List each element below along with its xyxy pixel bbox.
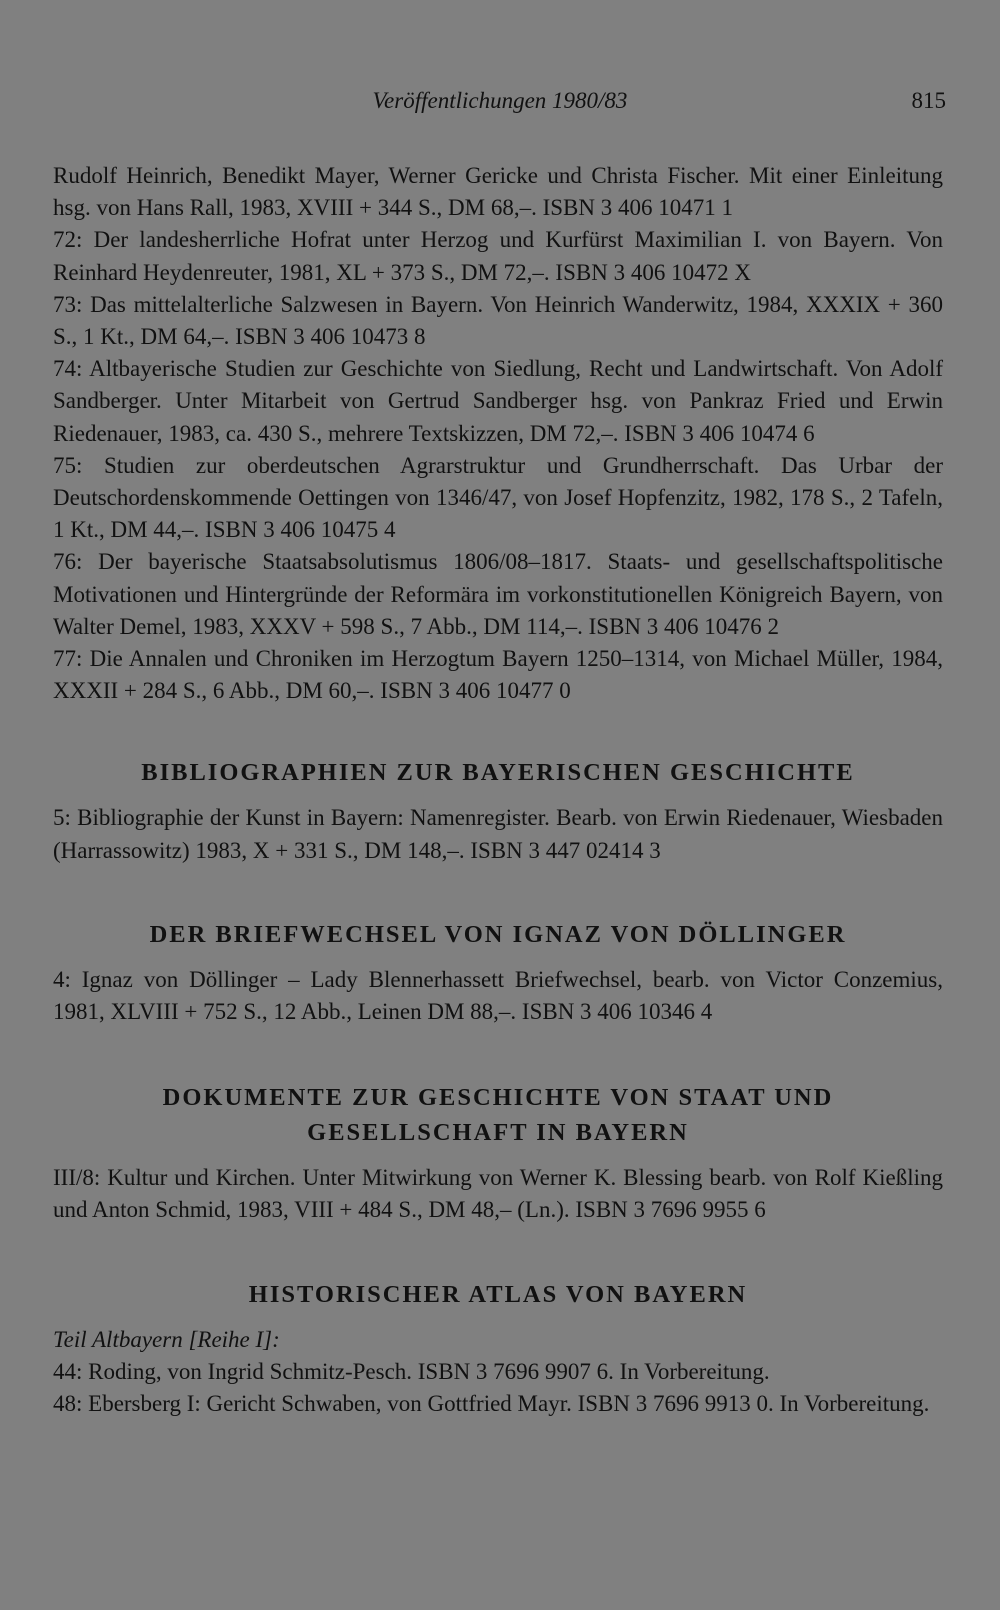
running-header (0, 88, 1000, 128)
page-number: 815 (911, 88, 946, 113)
section-title: HISTORISCHER ATLAS VON BAYERN (248, 1280, 748, 1308)
section-dokumente (53, 1080, 943, 1226)
entry-atlas-48: 48: Ebersberg I: Gericht Schwaben, von Gottfried Mayr. ISBN 3 7696 9913 0. In Vorbereitung. (53, 1390, 930, 1416)
section-doellinger (53, 917, 943, 1028)
entry-73: 73: Das mittelalterliche Salzwesen in Bayern. Von Heinrich Wanderwitz, 1984, XXXIX + 360 S., 1 Kt., DM 64,–. ISBN 3 406 10473 8 (53, 291, 943, 350)
entry-doel-4: 4: Ignaz von Döllinger – Lady Blennerhassett Briefwechsel, bearb. von Victor Conzemius, 1981, XLVIII + 752 S., 12 Abb., Leinen DM 88,–. ISBN 3 406 10346 4 (53, 966, 943, 1025)
running-title: Veröffentlichungen 1980/83 (372, 88, 628, 113)
section-bibliographien (53, 755, 943, 866)
entry-bib-5: 5: Bibliographie der Kunst in Bayern: Namenregister. Bearb. von Erwin Riedenauer, Wiesbaden (Harrassowitz) 1983, X + 331 S., DM 148,–. ISBN 3 447 02414 3 (53, 805, 943, 863)
section-title: DER BRIEFWECHSEL VON IGNAZ VON DÖLLINGER (149, 920, 847, 948)
section-subheading: Teil Altbayern [Reihe I]: (53, 1326, 280, 1352)
entry-76: 76: Der bayerische Staatsabsolutismus 1806/08–1817. Staats- und gesellschaftspolitische Motivationen und Hintergründe der Reformära im vorkonstitutionellen Königreich Bayern, von Walter Demel, 1983, XXXV + 598 S., 7 Abb., DM 114,–. ISBN 3 406 10476 2 (53, 549, 943, 639)
entry-74: 74: Altbayerische Studien zur Geschichte von Siedlung, Recht und Landwirtschaft. Von Adolf Sandberger. Unter Mitarbeit von Gertrud Sandberger hsg. von Pankraz Fried und Erwin Riedenauer, 1983, ca. 430 S., mehrere Textskizzen, DM 72,–. ISBN 3 406 10474 6 (53, 356, 943, 446)
entry-atlas-44: 44: Roding, von Ingrid Schmitz-Pesch. ISBN 3 7696 9907 6. In Vorbereitung. (53, 1358, 770, 1384)
entry-77: 77: Die Annalen und Chroniken im Herzogtum Bayern 1250–1314, von Michael Müller, 1984, XXXII + 284 S., 6 Abb., DM 60,–. ISBN 3 406 10477 0 (53, 646, 943, 704)
entry-continuation: Rudolf Heinrich, Benedikt Mayer, Werner Gericke und Christa Fischer. Mit einer Einleitung hsg. von Hans Rall, 1983, XVIII + 344 S., DM 68,–. ISBN 3 406 10471 1 (53, 163, 943, 221)
section-title: BIBLIOGRAPHIEN ZUR BAYERISCHEN GESCHICHTE (141, 759, 855, 787)
page-body (53, 160, 943, 1420)
series-continuation (53, 160, 943, 707)
entry-dok-iii-8: III/8: Kultur und Kirchen. Unter Mitwirkung von Werner K. Blessing bearb. von Rolf Kießling und Anton Schmid, 1983, VIII + 484 S., DM 48,– (Ln.). ISBN 3 7696 9955 6 (53, 1165, 943, 1223)
section-atlas (53, 1277, 943, 1420)
section-title: DOKUMENTE ZUR GESCHICHTE VON STAAT UND GESELLSCHAFT IN BAYERN (162, 1084, 834, 1147)
entry-75: 75: Studien zur oberdeutschen Agrarstruktur und Grundherrschaft. Das Urbar der Deutschordenskommende Oettingen von 1346/47, von Josef Hopfenzitz, 1982, 178 S., 2 Tafeln, 1 Kt., DM 44,–. ISBN 3 406 10475 4 (53, 452, 943, 543)
entry-72: 72: Der landesherrliche Hofrat unter Herzog und Kurfürst Maximilian I. von Bayern. Von Reinhard Heydenreuter, 1981, XL + 373 S., DM 72,–. ISBN 3 406 10472 X (53, 227, 943, 285)
